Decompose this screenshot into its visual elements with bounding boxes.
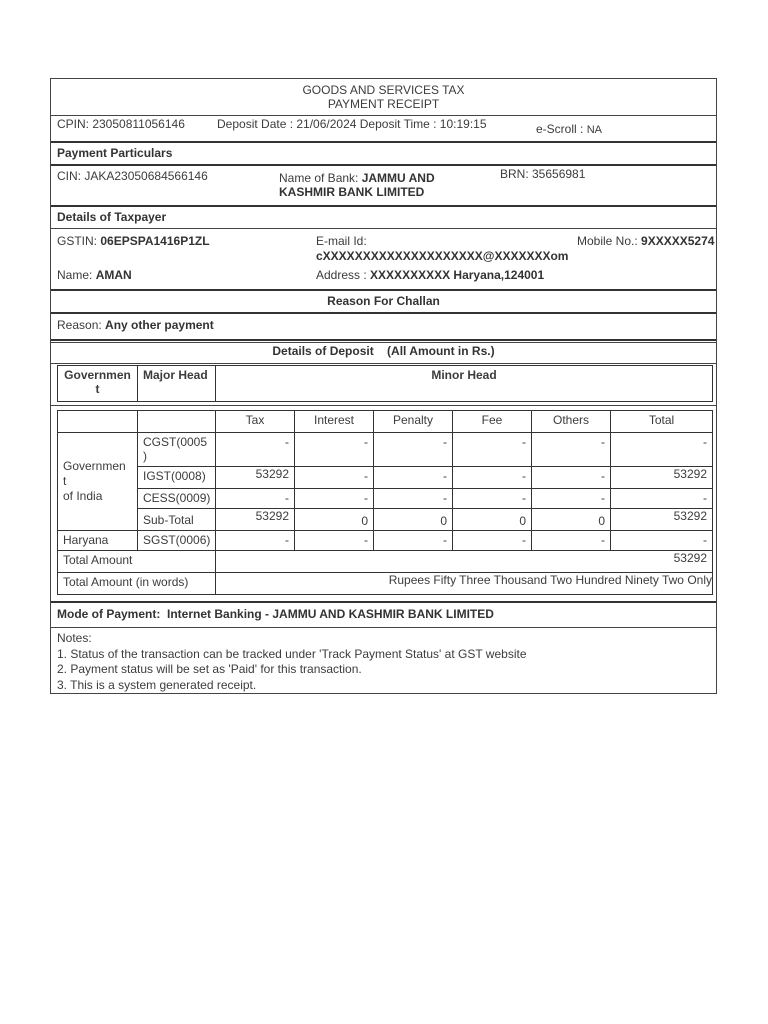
major-head-cess: CESS(0009): [138, 489, 216, 509]
total-words-value: Rupees Fifty Three Thousand Two Hundred Ninety Two Only: [216, 573, 713, 595]
cgst-interest: -: [295, 433, 374, 467]
cess-penalty: -: [374, 489, 453, 509]
col-interest: Interest: [295, 411, 374, 433]
col-total: Total: [611, 411, 713, 433]
sgst-others: -: [532, 531, 611, 551]
address: [316, 268, 544, 282]
note-item: 1. Status of the transaction can be tracked under 'Track Payment Status' at GST website: [57, 646, 527, 661]
bank-name-line1: JAMMU AND: [361, 171, 435, 185]
col-fee: Fee: [453, 411, 532, 433]
total-amount-value: 53292: [216, 551, 713, 573]
major-head-sgst: SGST(0006): [138, 531, 216, 551]
igst-total: 53292: [611, 467, 713, 489]
sgst-tax: -: [216, 531, 295, 551]
total-words-row: [58, 573, 713, 595]
e-scroll: [536, 122, 602, 136]
subtotal-penalty: 0: [374, 509, 453, 531]
col-tax: Tax: [216, 411, 295, 433]
head-minor: Minor Head: [216, 366, 713, 402]
payment-particulars-title: Payment Particulars: [57, 146, 173, 160]
title-payment-receipt: PAYMENT RECEIPT: [327, 97, 440, 111]
email: [316, 234, 568, 264]
gstin: [57, 234, 210, 248]
col-others: Others: [532, 411, 611, 433]
table-row: [58, 467, 713, 489]
major-head-igst: IGST(0008): [138, 467, 216, 489]
mobile: [577, 234, 714, 248]
cess-total: -: [611, 489, 713, 509]
subtotal-interest: 0: [295, 509, 374, 531]
mobile-label: Mobile No.:: [577, 234, 638, 248]
cess-fee: -: [453, 489, 532, 509]
cess-interest: -: [295, 489, 374, 509]
total-amount-row: [58, 551, 713, 573]
payment-receipt: [50, 78, 717, 694]
table-row: [58, 531, 713, 551]
empty-cell: [138, 411, 216, 433]
sub-total-label: Sub-Total: [138, 509, 216, 531]
cess-tax: -: [216, 489, 295, 509]
table-row: [58, 509, 713, 531]
igst-others: -: [532, 467, 611, 489]
mode-value: Internet Banking - JAMMU AND KASHMIR BANK LIMITED: [167, 607, 494, 621]
cgst-penalty: -: [374, 433, 453, 467]
brn: BRN: 35656981: [500, 167, 586, 181]
note-item: 3. This is a system generated receipt.: [57, 677, 257, 692]
reason-value: Any other payment: [105, 318, 214, 332]
table-row: [58, 489, 713, 509]
bank-label: Name of Bank:: [279, 171, 359, 185]
igst-tax: 53292: [216, 467, 295, 489]
igst-penalty: -: [374, 467, 453, 489]
subtotal-total: 53292: [611, 509, 713, 531]
table-row: [58, 433, 713, 467]
government-of-india: Governmen t of India: [58, 433, 138, 531]
total-amount-label: Total Amount: [58, 551, 216, 573]
cess-others: -: [532, 489, 611, 509]
igst-interest: -: [295, 467, 374, 489]
reason: [57, 318, 214, 332]
gstin-label: GSTIN:: [57, 234, 98, 248]
cgst-others: -: [532, 433, 611, 467]
name-label: Name:: [57, 268, 93, 282]
bank-name-line2: KASHMIR BANK LIMITED: [279, 185, 425, 199]
subtotal-others: 0: [532, 509, 611, 531]
notes-title: Notes:: [57, 631, 92, 645]
sgst-total: -: [611, 531, 713, 551]
address-value: XXXXXXXXXX Haryana,124001: [370, 268, 545, 282]
details-of-deposit-title: Details of Deposit (All Amount in Rs.): [272, 344, 495, 358]
gstin-value: 06EPSPA1416P1ZL: [100, 234, 210, 248]
reason-label: Reason:: [57, 318, 102, 332]
reason-for-challan-title: Reason For Challan: [327, 294, 440, 308]
note-item: 2. Payment status will be set as 'Paid' for this transaction.: [57, 662, 362, 676]
e-scroll-value: NA: [586, 124, 602, 136]
e-scroll-label: e-Scroll :: [536, 122, 584, 136]
col-penalty: Penalty: [374, 411, 453, 433]
cin: CIN: JAKA23050684566146: [57, 169, 208, 183]
deposit-amount-table: [57, 410, 713, 595]
name-value: AMAN: [95, 268, 132, 282]
taxpayer-name: [57, 268, 132, 282]
sgst-penalty: -: [374, 531, 453, 551]
address-label: Address :: [316, 268, 367, 282]
empty-cell: [58, 411, 138, 433]
subtotal-tax: 53292: [216, 509, 295, 531]
deposit-head-table: [57, 365, 713, 402]
title-gst: GOODS AND SERVICES TAX: [302, 83, 465, 97]
major-head-cgst: CGST(0005 ): [138, 433, 216, 467]
subtotal-fee: 0: [453, 509, 532, 531]
mode-of-payment: [57, 607, 494, 621]
mode-label: Mode of Payment:: [57, 607, 161, 621]
receipt-title: [51, 83, 716, 111]
government-haryana: Haryana: [58, 531, 138, 551]
mobile-value: 9XXXXX5274: [641, 234, 715, 248]
head-major: Major Head: [138, 366, 216, 402]
email-label: E-mail Id:: [316, 234, 367, 248]
igst-fee: -: [453, 467, 532, 489]
taxpayer-title: Details of Taxpayer: [57, 210, 167, 224]
sgst-fee: -: [453, 531, 532, 551]
notes: [57, 631, 527, 693]
cgst-fee: -: [453, 433, 532, 467]
deposit-date-time: Deposit Date : 21/06/2024 Deposit Time : 10:19:15: [217, 117, 487, 131]
sgst-interest: -: [295, 531, 374, 551]
amount-header-row: [58, 411, 713, 433]
bank-name: [279, 171, 435, 199]
head-government: Governmen t: [58, 366, 138, 402]
cpin: CPIN: 23050811056146: [57, 117, 185, 131]
total-words-label: Total Amount (in words): [58, 573, 216, 595]
email-value: cXXXXXXXXXXXXXXXXXXXX@XXXXXXXom: [316, 249, 569, 263]
cgst-tax: -: [216, 433, 295, 467]
cgst-total: -: [611, 433, 713, 467]
